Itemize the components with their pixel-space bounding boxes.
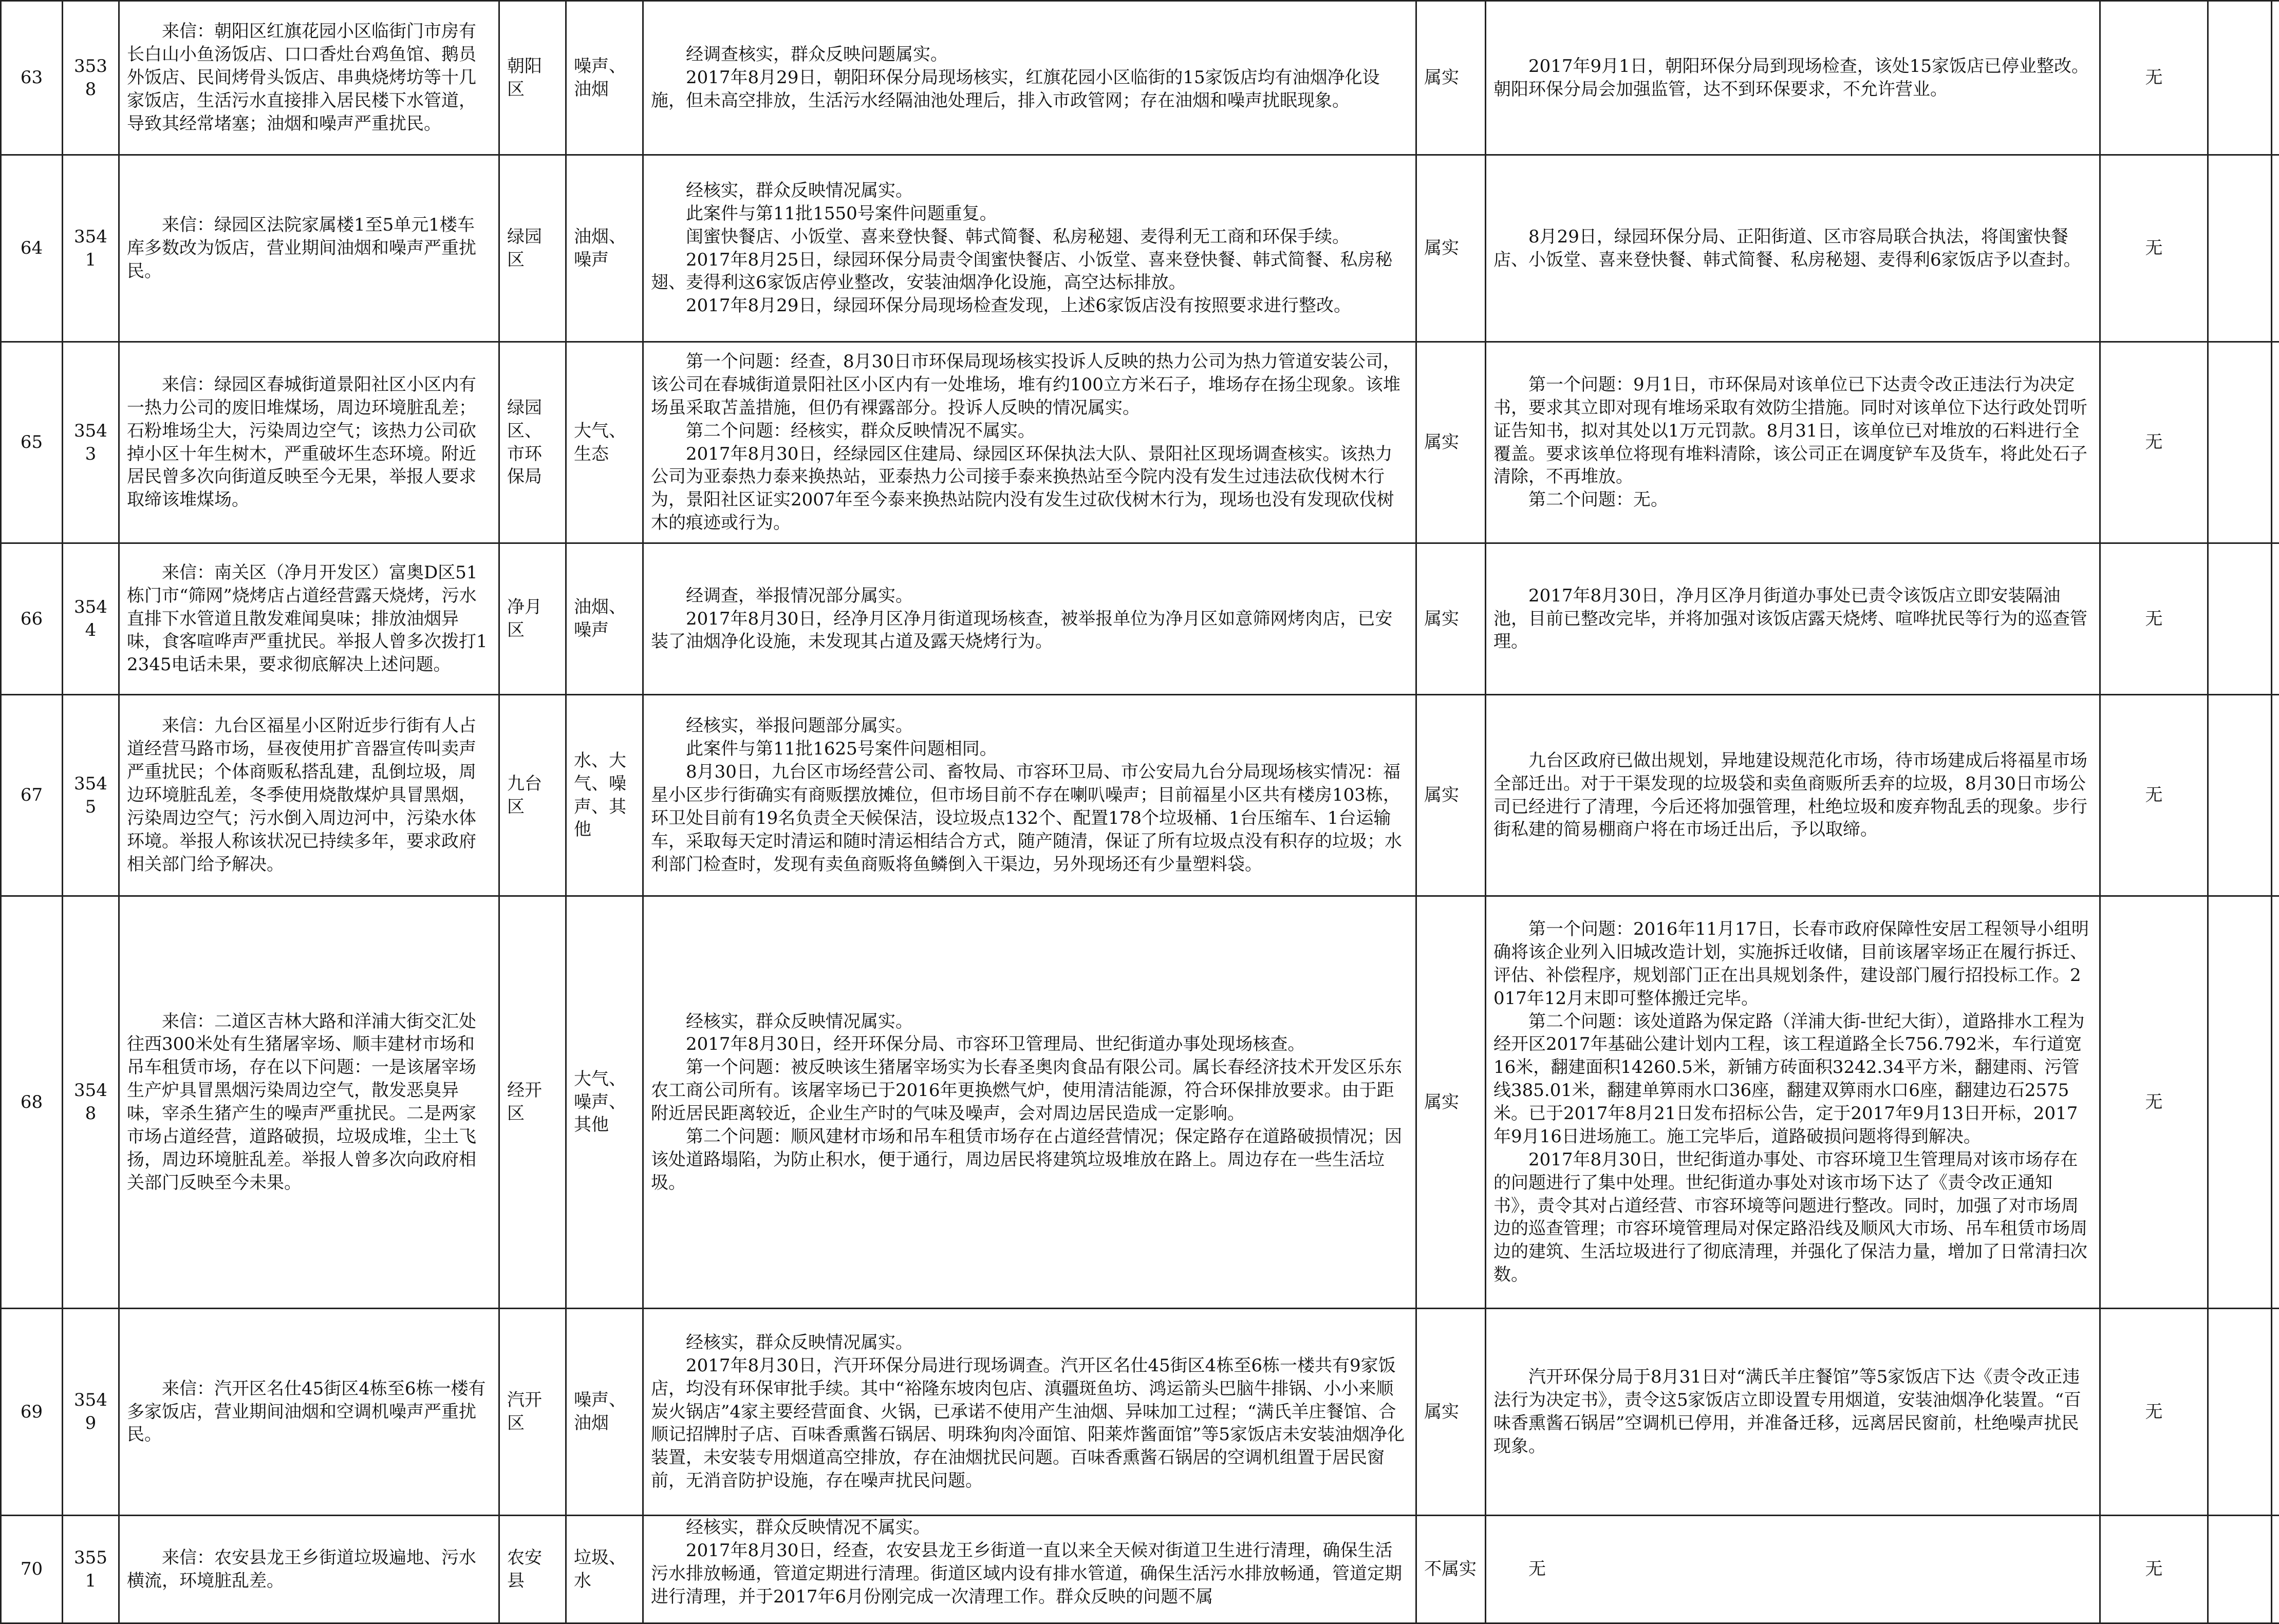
handling-text: [1486, 543, 2100, 695]
handling-text: [1486, 1516, 2100, 1623]
verification-text-paragraph: 经核实，举报问题部分属实。: [651, 714, 1408, 738]
handling-text-paragraph: 第一个问题：9月1日，市环保局对该单位已下达责令改正违法行为决定书，要求其立即对现有堆场采取有效防尘措施。同时对该单位下达行政处罚听证告知书，拟对其处以1万元罚款。8月31日，该单位已对堆放的石料进行全覆盖。要求该单位将现有堆料清除，该公司正在调度铲车及货车，将此处石子清除，不再堆放。: [1493, 373, 2092, 488]
table-row: [1, 342, 2279, 543]
row-number: 70: [1, 1516, 63, 1623]
verification-text-paragraph: 第二个问题：顺风建材市场和吊车租赁市场存在占道经营情况；保定路存在道路破损情况；因该处道路塌陷，为防止积水，便于通行，周边居民将建筑垃圾堆放在路上。周边存在一些生活垃圾。: [651, 1125, 1408, 1195]
remark: 无: [2100, 342, 2208, 543]
empty-cell: [2208, 155, 2272, 342]
district: 农安县: [499, 1516, 566, 1623]
complaint-text: 来信：朝阳区红旗花园小区临街门市房有长白山小鱼汤饭店、口口香灶台鸡鱼馆、鹅员外饭店、民间烤骨头饭店、串典烧烤坊等十几家饭店，生活污水直接排入居民楼下水管道，导致其经常堵塞；油烟和噪声严重扰民。: [119, 1, 499, 155]
case-id: 3544: [63, 543, 119, 695]
handling-text-paragraph: 第二个问题：该处道路为保定路（洋浦大街-世纪大街），道路排水工程为经开区2017年基础公建计划内工程，该工程道路全长756.792米，车行道宽16米，翻建面积14260.5米，新铺方砖面积3242.34平方米，翻建雨、污管线385.01米，翻建单箅雨水口36座，翻建双箅雨水口6座，翻建边石2575米。已于2017年8月21日发布招标公告，定于2017年9月13日开标，2017年9月16日进场施工。施工完毕后，道路破损问题将得到解决。: [1493, 1010, 2092, 1148]
empty-cell: [2272, 695, 2279, 896]
handling-text: [1486, 155, 2100, 342]
table-row: [1, 1309, 2279, 1516]
table-row: [1, 1516, 2279, 1623]
handling-text: [1486, 695, 2100, 896]
row-number: 66: [1, 543, 63, 695]
verification-text: [643, 155, 1416, 342]
district: 汽开区: [499, 1309, 566, 1516]
empty-cell: [2272, 155, 2279, 342]
verification-result: 属实: [1416, 543, 1486, 695]
handling-text-paragraph: 2017年8月30日，世纪街道办事处、市容环境卫生管理局对该市场存在的问题进行了集中处理。世纪街道办事处对该市场下达了《责令改正通知书》，责令其对占道经营、市容环境等问题进行整改。同时，加强了对市场周边的巡查管理；市容环境管理局对保定路沿线及顺风大市场、吊车租赁市场周边的建筑、生活垃圾进行了彻底清理，并强化了保洁力量，增加了日常清扫次数。: [1493, 1148, 2092, 1287]
remark: 无: [2100, 695, 2208, 896]
complaint-text: 来信：南关区（净月开发区）富奥D区51栋门市“筛网”烧烤店占道经营露天烧烤，污水直排下水管道且散发难闻臭味；排放油烟异味，食客喧哗声严重扰民。举报人曾多次拨打12345电话未果，要求彻底解决上述问题。: [119, 543, 499, 695]
complaint-text: 来信：九台区福星小区附近步行街有人占道经营马路市场，昼夜使用扩音器宣传叫卖声严重扰民；个体商贩私搭乱建，乱倒垃圾，周边环境脏乱差，冬季使用烧散煤炉具冒黑烟，污染周边空气；污水倒入周边河中，污染水体环境。举报人称该状况已持续多年，要求政府相关部门给予解决。: [119, 695, 499, 896]
handling-text-paragraph: 九台区政府已做出规划，异地建设规范化市场，待市场建成后将福星市场全部迁出。对于干渠发现的垃圾袋和卖鱼商贩所丢弃的垃圾，8月30日市场公司已经进行了清理，今后还将加强管理，杜绝垃圾和废弃物乱丢的现象。步行街私建的简易棚商户将在市场迁出后，予以取缔。: [1493, 749, 2092, 842]
empty-cell: [2272, 543, 2279, 695]
handling-text: [1486, 1309, 2100, 1516]
verification-text-paragraph: 8月30日，九台区市场经营公司、畜牧局、市容环卫局、市公安局九台分局现场核实情况：福星小区步行街确实有商贩摆放摊位，但市场目前不存在喇叭噪声；目前福星小区共有楼房103栋，环卫处目前有19名负责全天候保洁，设垃圾点132个、配置178个垃圾桶、1台压缩车、1台运输车，采取每天定时清运和随时清运相结合方式，随产随清，保证了所有垃圾点没有积存的垃圾；水利部门检查时，发现有卖鱼商贩将鱼鳞倒入干渠边，另外现场还有少量塑料袋。: [651, 761, 1408, 876]
verification-text-paragraph: 第一个问题：被反映该生猪屠宰场实为长春圣奥肉食品有限公司。属长春经济技术开发区乐东农工商公司所有。该屠宰场已于2016年更换燃气炉，使用清洁能源，符合环保排放要求。由于距附近居民距离较近，企业生产时的气味及噪声，会对周边居民造成一定影响。: [651, 1056, 1408, 1125]
case-id: 3543: [63, 342, 119, 543]
verification-text: [643, 342, 1416, 543]
empty-cell: [2208, 695, 2272, 896]
row-number: 64: [1, 155, 63, 342]
empty-cell: [2272, 896, 2279, 1309]
remark: 无: [2100, 1516, 2208, 1623]
complaint-text: 来信：绿园区春城街道景阳社区小区内有一热力公司的废旧堆煤场，周边环境脏乱差；石粉堆场尘大，污染周边空气；该热力公司砍掉小区十年生树木，严重破坏生态环境。附近居民曾多次向街道反映至今无果，举报人要求取缔该堆煤场。: [119, 342, 499, 543]
pollution-type: 油烟、噪声: [566, 543, 643, 695]
empty-cell: [2208, 543, 2272, 695]
verification-text: [643, 695, 1416, 896]
verification-text-paragraph: 经调查，举报情况部分属实。: [651, 584, 1408, 608]
empty-cell: [2272, 1309, 2279, 1516]
case-id: 3548: [63, 896, 119, 1309]
pollution-type: 大气、噪声、其他: [566, 896, 643, 1309]
empty-cell: [2272, 1516, 2279, 1623]
handling-text-paragraph: 2017年8月30日，净月区净月街道办事处已责令该饭店立即安装隔油池，目前已整改完毕，并将加强对该饭店露天烧烤、喧哗扰民等行为的巡查管理。: [1493, 584, 2092, 654]
verification-text-paragraph: 第一个问题：经查，8月30日市环保局现场核实投诉人反映的热力公司为热力管道安装公司，该公司在春城街道景阳社区小区内有一处堆场，堆有约100立方米石子，堆场存在扬尘现象。该堆场虽采取苫盖措施，但仍有裸露部分。投诉人反映的情况属实。: [651, 350, 1408, 420]
table-row: [1, 543, 2279, 695]
verification-text-paragraph: 2017年8月30日，经绿园区住建局、绿园区环保执法大队、景阳社区现场调查核实。该热力公司为亚泰热力泰来换热站，亚泰热力公司接手泰来换热站至今院内没有发生过违法砍伐树木行为，景阳社区证实2007年至今泰来换热站院内没有发生过砍伐树木行为，现场也没有发现砍伐树木的痕迹或行为。: [651, 443, 1408, 535]
verification-text-paragraph: 经核实，群众反映情况属实。: [651, 179, 1408, 202]
empty-cell: [2208, 1, 2272, 155]
verification-text-paragraph: 此案件与第11批1550号案件问题重复。: [651, 202, 1408, 225]
case-id: 3545: [63, 695, 119, 896]
verification-text: [643, 1, 1416, 155]
verification-text-paragraph: 经核实，群众反映情况属实。: [651, 1010, 1408, 1033]
verification-text-paragraph: 第二个问题：经核实，群众反映情况不属实。: [651, 420, 1408, 443]
case-id: 3549: [63, 1309, 119, 1516]
handling-text-paragraph: 2017年9月1日，朝阳环保分局到现场检查，该处15家饭店已停业整改。朝阳环保分局会加强监管，达不到环保要求，不允许营业。: [1493, 55, 2092, 101]
case-id: 3538: [63, 1, 119, 155]
pollution-type: 油烟、噪声: [566, 155, 643, 342]
verification-text-paragraph: 经核实，群众反映情况不属实。: [651, 1516, 1408, 1539]
pollution-type: 噪声、油烟: [566, 1, 643, 155]
verification-text-paragraph: 2017年8月30日，经查，农安县龙王乡街道一直以来全天候对街道卫生进行清理，确保生活污水排放畅通，管道定期进行清理。街道区域内设有排水管道，确保生活污水排放畅通，管道定期进行清理，并于2017年6月份刚完成一次清理工作。群众反映的问题不属: [651, 1539, 1408, 1609]
empty-cell: [2208, 342, 2272, 543]
handling-text-paragraph: 8月29日，绿园环保分局、正阳街道、区市容局联合执法，将闺蜜快餐店、小饭堂、喜来登快餐、韩式简餐、私房秘翅、麦得利6家饭店予以查封。: [1493, 225, 2092, 272]
district: 绿园区: [499, 155, 566, 342]
row-number: 63: [1, 1, 63, 155]
row-number: 69: [1, 1309, 63, 1516]
case-id: 3541: [63, 155, 119, 342]
handling-text: [1486, 342, 2100, 543]
verification-text-paragraph: 2017年8月29日，朝阳环保分局现场核实，红旗花园小区临街的15家饭店均有油烟净化设施，但未高空排放，生活污水经隔油池处理后，排入市政管网；存在油烟和噪声扰眠现象。: [651, 66, 1408, 112]
verification-text-paragraph: 经核实，群众反映情况属实。: [651, 1331, 1408, 1354]
district: 九台区: [499, 695, 566, 896]
empty-cell: [2272, 1, 2279, 155]
case-id: 3551: [63, 1516, 119, 1623]
verification-result: 属实: [1416, 1, 1486, 155]
remark: 无: [2100, 1, 2208, 155]
empty-cell: [2208, 1309, 2272, 1516]
verification-text-paragraph: 2017年8月30日，汽开环保分局进行现场调查。汽开区名仕45街区4栋至6栋一楼共有9家饭店，均没有环保审批手续。其中“裕隆东坡肉包店、滇疆斑鱼坊、鸿运箭头巴脑牛排锅、小小来顺炭火锅店”4家主要经营面食、火锅，已承诺不使用产生油烟、异味加工过程；“满氏羊庄餐馆、合顺记招牌肘子店、百味香熏酱石锅居、明珠狗肉冷面馆、阳莱炸酱面馆”等5家饭店未安装油烟净化装置，未安装专用烟道高空排放，存在油烟扰民问题。百味香熏酱石锅居的空调机组置于居民窗前，无消音防护设施，存在噪声扰民问题。: [651, 1354, 1408, 1493]
pollution-type: 噪声、油烟: [566, 1309, 643, 1516]
district: 净月区: [499, 543, 566, 695]
remark: 无: [2100, 896, 2208, 1309]
verification-result: 属实: [1416, 155, 1486, 342]
table-row: [1, 155, 2279, 342]
district: 经开区: [499, 896, 566, 1309]
verification-text: [643, 1516, 1416, 1623]
complaint-text: 来信：二道区吉林大路和洋浦大街交汇处往西300米处有生猪屠宰场、顺丰建材市场和吊车租赁市场，存在以下问题：一是该屠宰场生产炉具冒黑烟污染周边空气，散发恶臭异味，宰杀生猪产生的噪声严重扰民。二是两家市场占道经营，道路破损，垃圾成堆，尘土飞扬，周边环境脏乱差。举报人曾多次向政府相关部门反映至今未果。: [119, 896, 499, 1309]
table-row: [1, 896, 2279, 1309]
pollution-type: 垃圾、水: [566, 1516, 643, 1623]
verification-result: 属实: [1416, 695, 1486, 896]
empty-cell: [2208, 1516, 2272, 1623]
district: 朝阳区: [499, 1, 566, 155]
handling-text: [1486, 896, 2100, 1309]
verification-text: [643, 1309, 1416, 1516]
remark: 无: [2100, 543, 2208, 695]
row-number: 68: [1, 896, 63, 1309]
handling-text-paragraph: 第一个问题：2016年11月17日，长春市政府保障性安居工程领导小组明确将该企业列入旧城改造计划，实施拆迁收储，目前该屠宰场正在履行拆迁、评估、补偿程序，规划部门正在出具规划条件，建设部门履行招投标工作。2017年12月末即可整体搬迁完毕。: [1493, 918, 2092, 1010]
complaint-text: 来信：汽开区名仕45街区4栋至6栋一楼有多家饭店，营业期间油烟和空调机噪声严重扰民。: [119, 1309, 499, 1516]
handling-text: [1486, 1, 2100, 155]
complaint-text: 来信：绿园区法院家属楼1至5单元1楼车库多数改为饭店，营业期间油烟和噪声严重扰民。: [119, 155, 499, 342]
verification-text-paragraph: 此案件与第11批1625号案件问题相同。: [651, 738, 1408, 761]
remark: 无: [2100, 155, 2208, 342]
verification-result: 不属实: [1416, 1516, 1486, 1623]
handling-text-paragraph: 无: [1493, 1558, 2092, 1581]
verification-text: [643, 543, 1416, 695]
verification-result: 属实: [1416, 1309, 1486, 1516]
table-row: [1, 695, 2279, 896]
verification-text: [643, 896, 1416, 1309]
verification-result: 属实: [1416, 342, 1486, 543]
empty-cell: [2208, 896, 2272, 1309]
verification-text-paragraph: 经调查核实，群众反映问题属实。: [651, 43, 1408, 66]
empty-cell: [2272, 342, 2279, 543]
pollution-type: 水、大气、噪声、其他: [566, 695, 643, 896]
table-row: [1, 1, 2279, 155]
verification-text-paragraph: 2017年8月30日，经开环保分局、市容环卫管理局、世纪街道办事处现场核查。: [651, 1033, 1408, 1056]
complaint-text: 来信：农安县龙王乡街道垃圾遍地、污水横流，环境脏乱差。: [119, 1516, 499, 1623]
row-number: 65: [1, 342, 63, 543]
district: 绿园区、市环保局: [499, 342, 566, 543]
verification-text-paragraph: 2017年8月25日，绿园环保分局责令闺蜜快餐店、小饭堂、喜来登快餐、韩式简餐、私房秘翅、麦得利这6家饭店停业整改，安装油烟净化设施，高空达标排放。: [651, 249, 1408, 295]
verification-text-paragraph: 2017年8月30日，经净月区净月街道现场核查，被举报单位为净月区如意筛网烤肉店，已安装了油烟净化设施，未发现其占道及露天烧烤行为。: [651, 608, 1408, 654]
handling-text-paragraph: 第二个问题：无。: [1493, 488, 2092, 512]
verification-text-paragraph: 闺蜜快餐店、小饭堂、喜来登快餐、韩式简餐、私房秘翅、麦得利无工商和环保手续。: [651, 225, 1408, 249]
pollution-type: 大气、生态: [566, 342, 643, 543]
verification-text-paragraph: 2017年8月29日，绿园环保分局现场检查发现，上述6家饭店没有按照要求进行整改。: [651, 294, 1408, 317]
remark: 无: [2100, 1309, 2208, 1516]
row-number: 67: [1, 695, 63, 896]
handling-text-paragraph: 汽开环保分局于8月31日对“满氏羊庄餐馆”等5家饭店下达《责令改正违法行为决定书》，责令这5家饭店立即设置专用烟道，安装油烟净化装置。“百味香熏酱石锅居”空调机已停用，并准备迁移，远离居民窗前，杜绝噪声扰民现象。: [1493, 1366, 2092, 1458]
verification-result: 属实: [1416, 896, 1486, 1309]
